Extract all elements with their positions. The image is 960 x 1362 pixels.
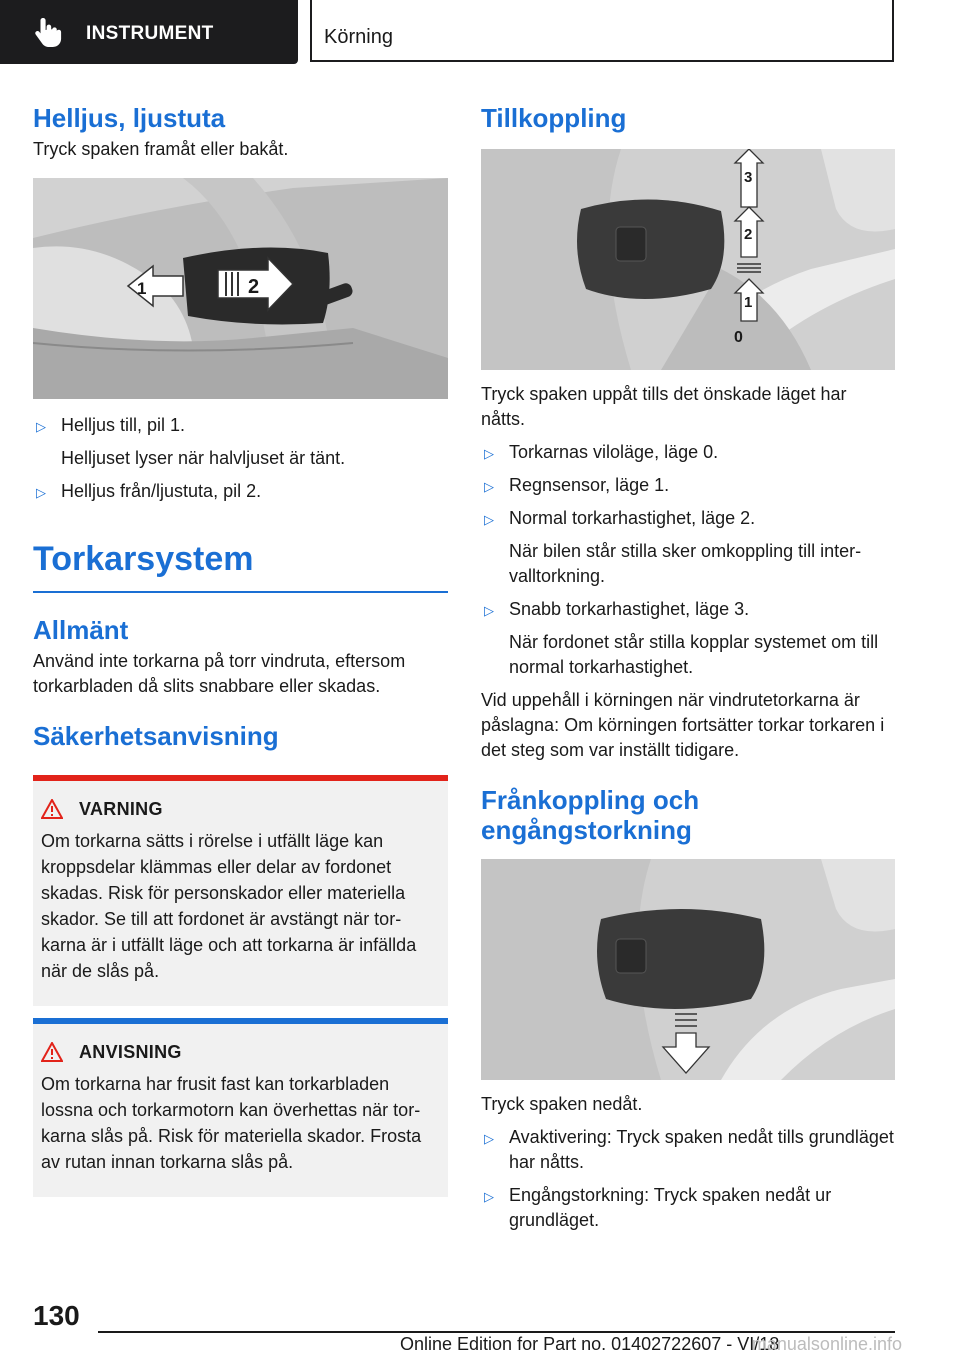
triangle-bullet-icon: ▷ [36, 485, 46, 500]
tillkoppling-bullet-list [481, 440, 895, 680]
notice-body: Om torkarna har frusit fast kan torkarbladen lossna och torkarmotorn kan överhettas när torkarna slås på. Risk för materiella skador. Frosta av rutan innan torkarna slås på. [41, 1074, 422, 1172]
frankoppling-heading: Frånkoppling och engångstorkning [481, 785, 700, 845]
triangle-bullet-icon: ▷ [484, 603, 494, 618]
triangle-bullet-icon: ▷ [484, 446, 494, 461]
tillkoppling-intro: Tryck spaken uppåt tills det önskade läget har nåtts. [481, 384, 847, 429]
notice-bar [33, 1018, 448, 1024]
notice-triangle-icon [41, 1042, 63, 1062]
warning-triangle-icon [41, 799, 63, 819]
triangle-bullet-icon: ▷ [484, 1131, 494, 1146]
wiper-lever-up-image [481, 149, 895, 370]
position-label-2: 2 [744, 226, 753, 243]
list-item: ▷ Helljus till, pil 1. Helljuset lyser när halvljuset är tänt. [36, 415, 346, 468]
list-item: ▷ Regnsensor, läge 1. [481, 473, 895, 498]
allmant-body: Använd inte torkarna på torr vindruta, eftersom torkarbladen då slits snabbare eller skadas. [33, 651, 406, 696]
triangle-bullet-icon: ▷ [36, 419, 46, 434]
subsection-tab[interactable] [310, 0, 894, 62]
watermark: manualsonline.info [751, 1334, 902, 1354]
list-item: ▷ Torkarnas viloläge, läge 0. [481, 440, 895, 465]
heading-rule [33, 591, 448, 593]
list-item: ▷ Engångstorkning: Tryck spaken nedåt ur grundläget. [484, 1185, 832, 1230]
warning-bar [33, 775, 448, 781]
subsection-label: Körning [324, 26, 393, 48]
warning-title: VARNING [79, 798, 163, 819]
helljus-heading: Helljus, ljustuta [33, 103, 226, 133]
helljus-intro: Tryck spaken framåt eller bakåt. [33, 139, 289, 159]
triangle-bullet-icon: ▷ [484, 1189, 494, 1204]
position-label-3: 3 [744, 169, 753, 186]
tillkoppling-heading: Tillkoppling [481, 103, 627, 133]
tillkoppling-after: Vid uppehåll i körningen när vindrutetorkarna är påslagna: Om körningen fortsätter torkar torkaren i det steg som var inställt tidigare. [481, 690, 885, 760]
notice-box [33, 1018, 448, 1197]
list-item: ▷ Helljus från/ljustuta, pil 2. [33, 479, 448, 504]
footer-rule [98, 1331, 895, 1333]
hand-pointer-icon [34, 16, 64, 48]
high-beam-lever-image [33, 178, 448, 399]
warning-box [33, 775, 448, 1006]
torkarsystem-heading: Torkarsystem [33, 540, 254, 578]
triangle-bullet-icon: ▷ [484, 512, 494, 527]
lever-illustration [33, 178, 448, 399]
warning-body: Om torkarna sätts i rörelse i utfällt läge kan kroppsdelar klämmas eller delar av fordonet skadas. Risk för personskador eller materiella skador. Se till att fordonet är avstängt när torkarna är i utfällt läge och att torkarna är infällda när de slås på. [41, 831, 417, 981]
triangle-bullet-icon: ▷ [484, 479, 494, 494]
wiper-lever-down-image [481, 859, 895, 1080]
left-column [33, 100, 448, 1197]
arrow-label-1: 1 [137, 279, 147, 298]
page-number: 130 [33, 1300, 80, 1331]
position-label-1: 1 [744, 294, 753, 311]
list-item: ▷ Snabb torkarhastighet, läge 3. När fordonet står stilla kopplar systemet om till normal torkarhastighet. [484, 599, 879, 677]
right-column [481, 100, 895, 1233]
section-tab[interactable] [0, 0, 298, 64]
list-item: ▷ Avaktivering: Tryck spaken nedåt tills grundläget har nåtts. [484, 1127, 894, 1172]
arrow-label-2: 2 [248, 276, 260, 298]
frankoppling-bullet-list [481, 1125, 895, 1233]
frankoppling-intro: Tryck spaken nedåt. [481, 1094, 643, 1114]
notice-title: ANVISNING [79, 1041, 182, 1062]
position-label-0: 0 [734, 329, 743, 346]
section-label: INSTRUMENT [86, 23, 214, 44]
helljus-bullet-list [33, 413, 448, 504]
allmant-heading: Allmänt [33, 615, 129, 645]
list-item: ▷ Normal torkarhastighet, läge 2. När bilen står stilla sker omkoppling till intervalltorkning. [484, 508, 862, 586]
sakerhet-heading: Säkerhetsanvisning [33, 721, 279, 751]
edition-text: Online Edition for Part no. 01402722607 - VI/18 [400, 1334, 780, 1354]
